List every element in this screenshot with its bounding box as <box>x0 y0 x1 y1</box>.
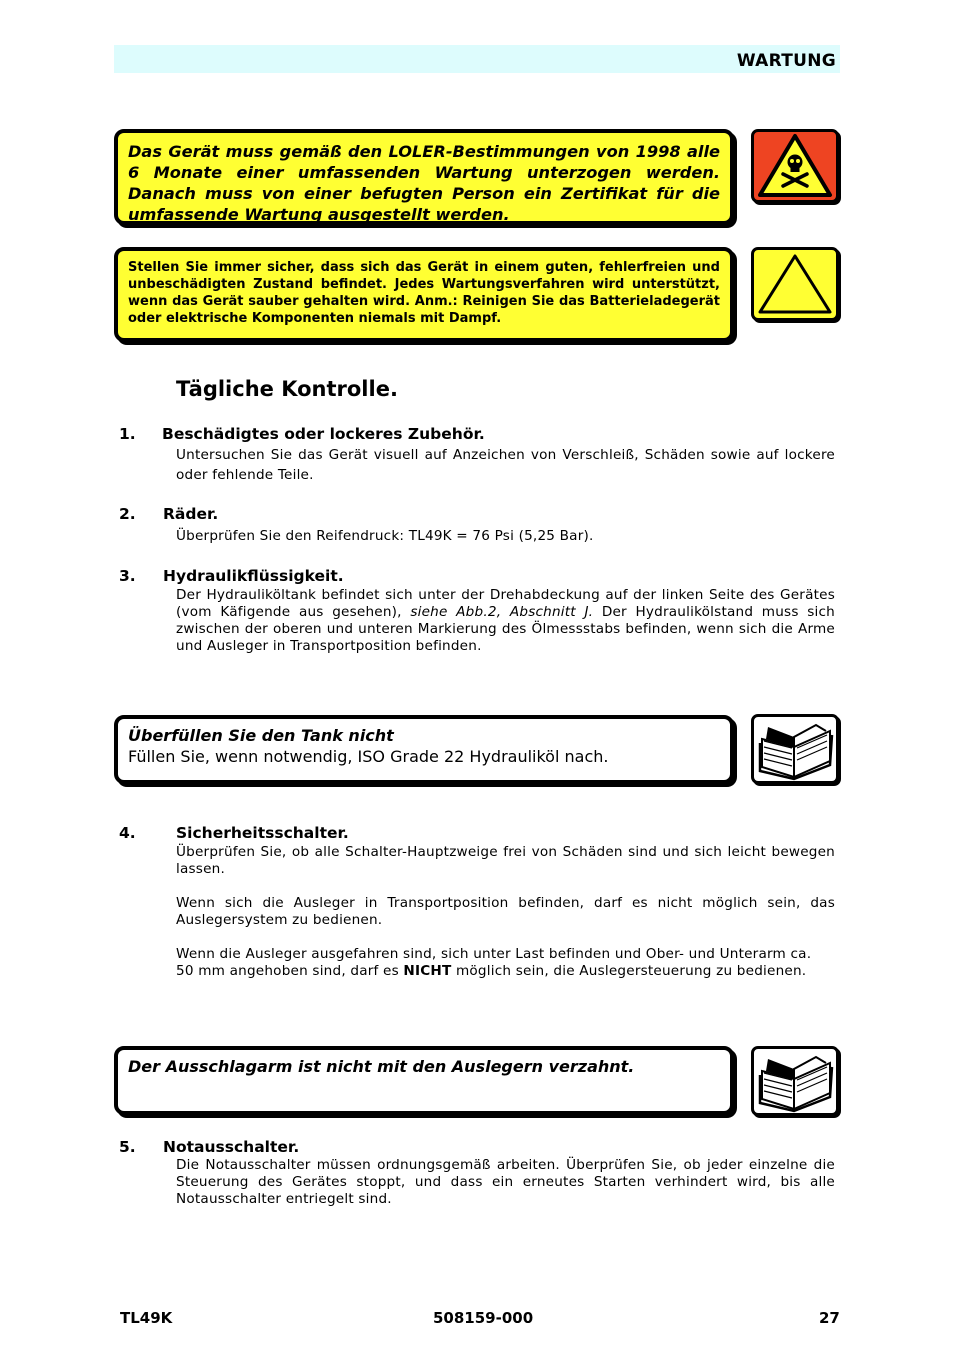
item-2-number: 2. <box>119 505 136 523</box>
item-5-title: Notausschalter. <box>163 1138 300 1156</box>
item-5-body: Die Notausschalter müssen ordnungsgemäß arbeiten. Überprüfen Sie, ob jeder einzelne die Steuerung des Gerätes stoppt, und dass ein erneutes Starten verhindert wird, bis alle Notausschalter entriegelt sind. <box>176 1157 835 1207</box>
caution-triangle-icon <box>754 250 836 318</box>
item-4-paragraph-2: Wenn sich die Ausleger in Transportposition befinden, darf es nicht möglich sein, das Auslegersystem zu bedienen. <box>176 895 835 928</box>
item-3-body <box>176 587 835 655</box>
item-4-title: Sicherheitsschalter. <box>176 824 349 842</box>
item-3-body-part-a: Der Hydrauliköltank befindet sich unter der Drehabdeckung auf der linken Seite des Gerätes (vom Käfigende aus gesehen), <box>176 587 835 620</box>
manual-sign-1 <box>751 714 839 784</box>
tank-note-title: Überfüllen Sie den Tank nicht <box>128 726 394 745</box>
item-4-paragraph-3-line-2: 50 mm angehoben sind, darf es NICHT möglich sein, die Auslegersteuerung zu bedienen. <box>176 963 807 979</box>
manual-book-icon <box>754 717 836 781</box>
header-title: WARTUNG <box>736 51 836 71</box>
manual-sign-2 <box>751 1046 839 1116</box>
caution-sign <box>751 247 839 321</box>
item-2-title: Räder. <box>163 505 219 523</box>
tank-note-body: Füllen Sie, wenn notwendig, ISO Grade 22 Hydrauliköl nach. <box>128 747 609 766</box>
footer-model: TL49K <box>120 1309 173 1327</box>
footer-part-number: 508159-000 <box>433 1309 534 1327</box>
item-1-body: Untersuchen Sie das Gerät visuell auf Anzeichen von Verschleiß, Schäden sowie auf lockere oder fehlende Teile. <box>176 447 835 483</box>
boom-note-title: Der Ausschlagarm ist nicht mit den Auslegern verzahnt. <box>128 1057 635 1076</box>
item-4-paragraph-3 <box>176 946 835 980</box>
item-3-number: 3. <box>119 567 136 585</box>
item-4-number: 4. <box>119 824 136 842</box>
manual-book-icon <box>754 1049 836 1113</box>
item-4-paragraph-3-line-1: Wenn die Ausleger ausgefahren sind, sich unter Last befinden und Ober- und Unterarm ca. <box>176 946 812 962</box>
danger-sign <box>751 129 839 203</box>
section-title: Tägliche Kontrolle. <box>176 377 398 401</box>
emphasis-nicht: NICHT <box>403 963 452 979</box>
tank-note-box <box>114 715 734 784</box>
figure-reference: siehe Abb.2, Abschnitt J. <box>410 604 594 620</box>
skull-crossbones-icon <box>754 132 836 200</box>
item-4-paragraph-1: Überprüfen Sie, ob alle Schalter-Hauptzweige frei von Schäden sind und sich leicht bewegen lassen. <box>176 844 835 877</box>
caution-box <box>114 247 734 342</box>
footer-page-number: 27 <box>819 1309 840 1327</box>
loler-warning-box <box>114 129 734 225</box>
header-band <box>114 45 840 73</box>
boom-note-box <box>114 1046 734 1115</box>
item-3-body-part-b: Der Hydraulikölstand muss sich zwischen der oberen und unteren Markierung des Ölmessstabs befinden, wenn sich die Arme und Ausleger in Transportposition befinden. <box>176 604 835 654</box>
item-2-body: Überprüfen Sie den Reifendruck: TL49K = 76 Psi (5,25 Bar). <box>176 528 594 544</box>
loler-warning-text: Das Gerät muss gemäß den LOLER-Bestimmungen von 1998 alle 6 Monate einer umfassenden Wartung unterzogen werden. Danach muss von einer befugten Person ein Zertifikat für die umfassende Wartung ausgestellt werden. <box>128 142 720 224</box>
item-3-title: Hydraulikflüssigkeit. <box>163 567 344 585</box>
item-1-number: 1. <box>119 425 136 443</box>
item-1-title: Beschädigtes oder lockeres Zubehör. <box>162 425 485 443</box>
caution-text: Stellen Sie immer sicher, dass sich das Gerät in einem guten, fehlerfreien und unbeschädigten Zustand befindet. Jedes Wartungsverfahren wird unterstützt, wenn das Gerät sauber gehalten wird. Anm.: Reinigen Sie das Batterieladegerät oder elektrische Komponenten niemals mit Dampf. <box>128 260 720 326</box>
item-5-number: 5. <box>119 1138 136 1156</box>
